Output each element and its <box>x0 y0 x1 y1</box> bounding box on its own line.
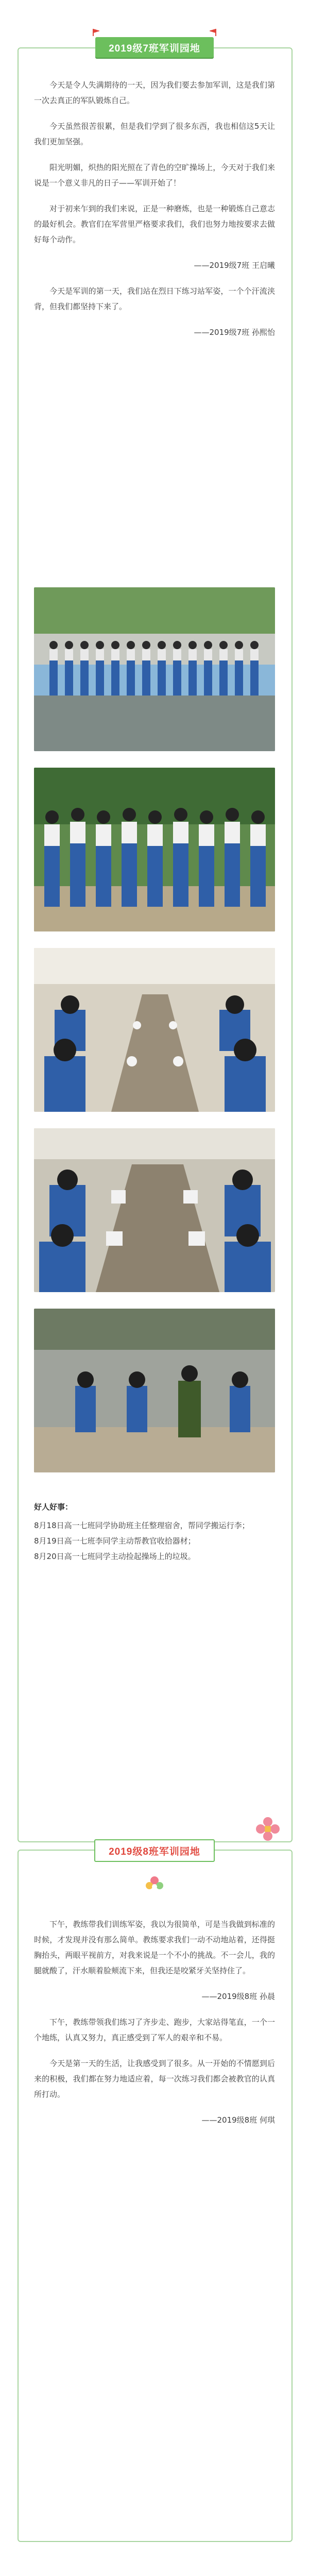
dining-hall-image <box>34 948 275 1112</box>
author-signature: ——2019级7班 孙熙怡 <box>194 328 275 337</box>
training-photo <box>34 1309 275 1472</box>
training-photo <box>34 587 275 751</box>
flower-decoration-icon <box>139 1871 170 1902</box>
paragraph: 今天虽然很苦很累，但是我们学到了很多东西，我也相信这5天让我们更加坚强。 <box>34 122 275 146</box>
paragraph: 下午，教练带我们训练军姿，我以为很简单，可是当我做到标准的时候，才发现并没有那么简单。教练要求我们一动不动地站着，还得挺胸抬头，两眼平视前方，对我来说是一个不小的挑战。不一会儿，我的腿就酸了，汗水顺着脸颊流下来，但我还是咬紧牙关坚持住了。 <box>34 1920 275 1975</box>
class7-title: 2019级7班军训园地 <box>109 43 200 54</box>
good-deed-item: 8月20日高一七班同学主动捡起操场上的垃圾。 <box>34 1552 196 1561</box>
good-deeds-heading: 好人好事： <box>34 1502 73 1512</box>
paragraph: 今天是令人失满期待的一天，因为我们要去参加军训，这是我们第一次去真正的军队锻炼自己。 <box>34 80 275 105</box>
troop-formation-image <box>34 587 275 751</box>
training-photo <box>34 768 275 931</box>
class8-title-ribbon <box>94 1839 215 1862</box>
good-deed-item: 8月19日高一七班李同学主动帮教官收拾器材； <box>34 1536 196 1546</box>
paragraph: 今天是第一天的生活，让我感受到了很多。从一开始的不情愿到后来的积极，我们都在努力地适应着，每一次练习我们都会被教官的认真所打动。 <box>34 2059 275 2099</box>
students-standing-image <box>34 768 275 931</box>
class7-title-ribbon <box>95 37 214 58</box>
paragraph: 阳光明媚，炽热的阳光照在了青色的空旷操场上，今天对于我们来说是一个意义非凡的日子——军训开始了！ <box>34 163 275 188</box>
class8-title: 2019级8班军训园地 <box>109 1846 200 1857</box>
flower-decoration-icon <box>252 1814 283 1844</box>
author-signature: ——2019级7班 王启曦 <box>194 261 275 270</box>
training-photo <box>34 1128 275 1292</box>
flag-icon <box>92 29 99 36</box>
class8-text <box>34 1917 275 2138</box>
paragraph: 下午，教练带领我们练习了齐步走、跑步，大家站得笔直，一个一个地练，认真又努力，真正感受到了军人的艰辛和不易。 <box>34 2018 275 2042</box>
class7-good-deeds <box>34 1494 275 1564</box>
author-signature: ——2019级8班 孙晨 <box>201 1992 275 2001</box>
instructor-image <box>34 1309 275 1472</box>
author-signature: ——2019级8班 何琪 <box>201 2115 275 2125</box>
good-deed-item: 8月18日高一七班同学协助班主任整理宿舍，帮同学搬运行李； <box>34 1521 250 1530</box>
paragraph: 对于初来乍到的我们来说，正是一种磨炼，也是一种锻炼自己意志的最好机会。教官们在军营里严格要求我们，我们也努力地按要求去做好每个动作。 <box>34 204 275 244</box>
class7-text <box>34 77 275 350</box>
paragraph: 今天是军训的第一天，我们站在烈日下练习站军姿，一个个汗流浃背，但我们都坚持下来了。 <box>34 286 275 311</box>
flag-icon <box>210 29 217 36</box>
training-photo <box>34 948 275 1112</box>
mess-table-image <box>34 1128 275 1292</box>
